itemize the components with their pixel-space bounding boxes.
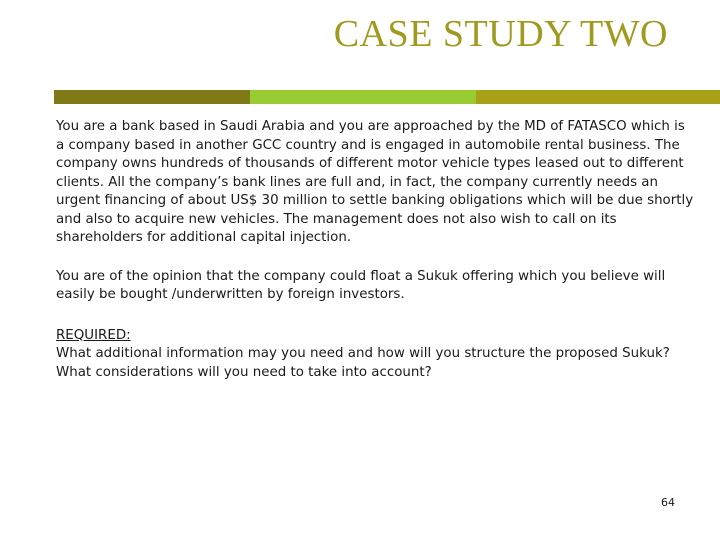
required-heading: REQUIRED: bbox=[56, 327, 131, 343]
divider-segment-dark bbox=[54, 90, 250, 104]
page-number: 64 bbox=[661, 496, 675, 509]
required-question: What additional information may you need and how will you structure the proposed Sukuk? What considerations will you need to take into account? bbox=[56, 346, 670, 380]
title-divider-bar bbox=[54, 90, 720, 104]
slide-body bbox=[56, 118, 696, 382]
required-section bbox=[56, 327, 696, 383]
opinion-paragraph: You are of the opinion that the company could float a Sukuk offering which you believe will easily be bought /underwritten by foreign investors. bbox=[56, 268, 666, 302]
divider-segment-green bbox=[250, 90, 476, 104]
divider-segment-olive bbox=[476, 90, 720, 104]
slide-title: CASE STUDY TWO bbox=[333, 13, 668, 55]
case-description-paragraph: You are a bank based in Saudi Arabia and you are approached by the MD of FATASCO which is a company based in another GCC country and is engaged in automobile rental business. The company owns hundreds of thousands of different motor vehicle types leased out to different clients. All the company’s bank lines are full and, in fact, the company currently needs an urgent financing of about US$ 30 million to settle banking obligations which will be due shortly and also to acquire new vehicles. The management does not also wish to call on its shareholders for additional capital injection. bbox=[56, 119, 694, 245]
